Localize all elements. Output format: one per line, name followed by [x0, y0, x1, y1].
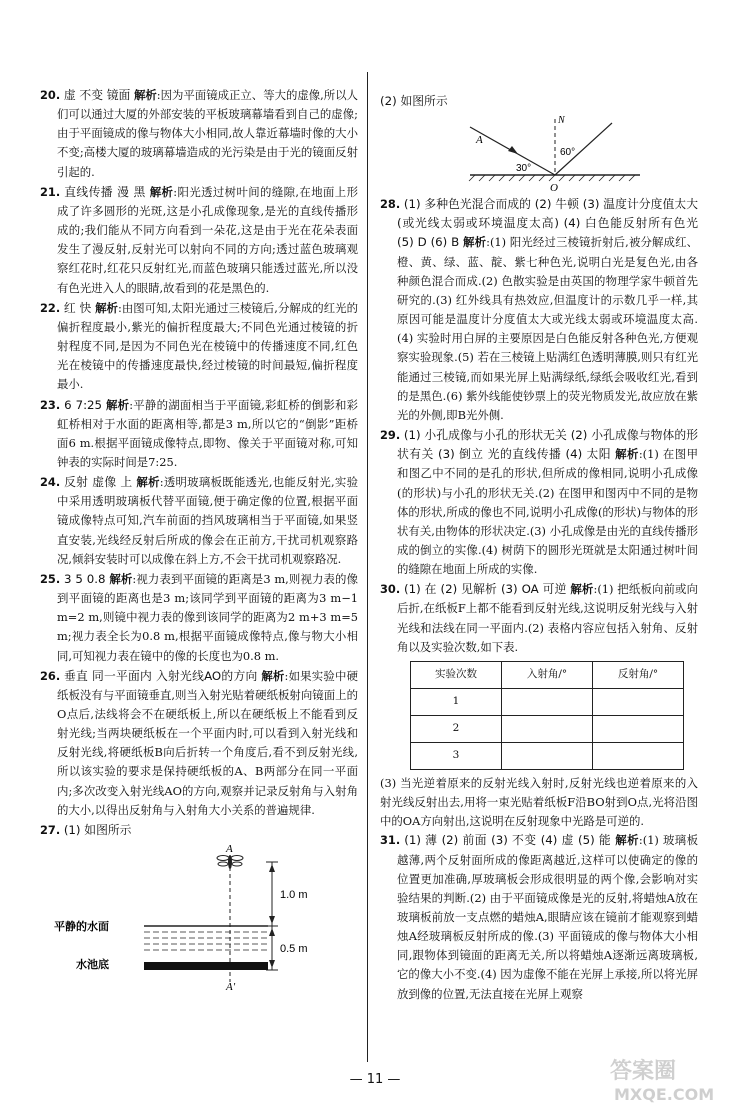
table-row — [411, 742, 684, 769]
label-a: A — [476, 134, 483, 147]
incident-arrow — [508, 146, 518, 154]
table-cell: 3 — [411, 742, 502, 769]
question-24: 24. 反射 虚像 上 解析:透明玻璃板既能透光,也能反射光,实验中采用透明玻璃板代替平面镜,便于确定像的位置,根据平面镜成像特点可知,汽车前面的挡风玻璃相当于平面镜,如果竖直安装,光线经反射后所成的像会在正前方,干扰司机观察路况,倾斜安装时可以成像在斜上方,不会干扰司机观察路况. — [40, 475, 358, 566]
arrow-head — [269, 916, 275, 924]
question-21: 21. 直线传播 漫 黑 解析:阳光透过树叶间的缝隙,在地面上形成了许多圆形的光斑,这是小孔成像现象,是光的直线传播形成的;我们能从不同方向看到一朵花,这是由于光在花朵表面发生了漫反射,反射光可以射向不同的方向;透过蓝色玻璃观察红花时,红花只反射红光,而蓝色玻璃只能透过蓝光,所以没有色光进入人的眼睛,故看到的花是黑色的. — [40, 184, 358, 295]
dragonfly-icon — [217, 855, 243, 869]
right-column — [380, 92, 698, 1005]
page-number: — 11 — — [349, 1072, 401, 1087]
label-n: N — [558, 115, 565, 127]
svg-text:MXQE.COM: MXQE.COM — [614, 1085, 715, 1104]
question-26: 26. 垂直 同一平面内 入射光线AO的方向 解析:如果实验中硬纸板没有与平面镜垂直,则当入射光贴着硬纸板射向镜面上的O点后,法线将会不在硬纸板上,所以在硬纸板上不能看到反射光线;当两块硬纸板在一个平面内时,可以看到入射光线和反射光线,将硬纸板B向后折转一个角度后,看不到反射光线,所以该实验的要求是保持硬纸板的A、B两部分在同一平面内;多次改变入射光线AO的方向,观察并记录反射角与入射角的大小,以得出反射角与入射角大小关系的普遍规律. — [40, 668, 358, 817]
table-header-row — [411, 661, 684, 688]
mirror-hatching — [469, 175, 635, 181]
point-a-prime-label: A′ — [226, 981, 236, 993]
question-29: 29. (1) 小孔成像与小孔的形状无关 (2) 小孔成像与物体的形状有关 (3) 倒立 光的直线传播 (4) 太阳 解析:(1) 在图甲和图乙中不同的是孔的形状,但所成的像相同,说明小孔成像(的形状)与小孔的形状无关.(2) 在图甲和图丙中不同的是物体的形状,所成的像也不同,说明小孔成像(的形状)与物体的形状有关,由物体的形状决定.(3) 小孔成像是由光的直线传播形成的倒立的实像.(4) 树荫下的圆形光斑就是太阳通过树叶间的缝隙在地面上所成的实像. — [380, 428, 699, 577]
distance-2-label: 0.5 m — [280, 943, 308, 956]
svg-text:答案圈: 答案圈 — [610, 1059, 677, 1084]
table-header: 入射角/° — [502, 661, 593, 688]
arrow-head — [269, 928, 275, 936]
figure-27-mirror-image — [40, 842, 340, 992]
figure-27-reflection — [380, 113, 680, 193]
angle-30: 30° — [516, 163, 532, 175]
table-header: 实验次数 — [411, 661, 502, 688]
left-column — [40, 86, 358, 994]
question-27-part-2: (2) 如图所示 — [380, 94, 448, 108]
angle-60: 60° — [560, 147, 576, 159]
question-30: 30. (1) 在 (2) 见解析 (3) OA 可逆 解析:(1) 把纸板向前或向后折,在纸板F上都不能看到反射光线,这说明反射光线与入射光线和法线在同一平面内.(2) 表格内容应包括入射角、反射角以及实验次数,如下表. — [380, 582, 699, 654]
water-surface-label: 平静的水面 — [54, 920, 109, 934]
question-28: 28. (1) 多种色光混合而成的 (2) 牛顿 (3) 温度计分度值太大(或光线太弱或环境温度太高) (4) 白色能反射所有色光 (5) D (6) B 解析:(1) 阳光经过三棱镜折射后,被分解成红、橙、黄、绿、蓝、靛、紫七种色光,说明白光是复色光,由各种颜色混合而成.(2) 色散实验是由英国的物理学家牛顿首先研究的.(3) 红外线具有热效应,但温度计的示数几乎一样,其原因可能是温度计分度值太大或光线太弱或环境温度太高.(4) 实验时用白屏的主要原因是白色能反射各种色光,方便观察实验现象.(5) 若在三棱镜上贴满红色透明薄膜,则只有红光能通过三棱镜,而如果光屏上贴满绿纸,绿纸会吸收红光,看到的是黑色.(6) 紫外线能使钞票上的荧光物质发光,故应放在紫光的外侧,即B光外侧. — [380, 197, 698, 422]
column-divider — [367, 72, 368, 1062]
question-20: 20. 虚 不变 镜面 解析:因为平面镜成正立、等大的虚像,所以人们可以通过大厦的外部安装的平板玻璃幕墙看到自己的虚像;由于平面镜成的像与物体大小相同,故人靠近幕墙时像的大小不变;高楼大厦的玻璃幕墙造成的光污染是由于光的镜面反射引起的. — [40, 88, 358, 179]
distance-1-label: 1.0 m — [280, 889, 308, 902]
arrow-head — [269, 960, 275, 968]
label-o: O — [550, 182, 558, 194]
table-row — [411, 688, 684, 715]
question-22: 22. 红 快 解析:由图可知,太阳光通过三棱镜后,分解成的红光的偏折程度最小,紫光的偏折程度最大;不同色光通过棱镜的折射程度不同,是因为不同色光在棱镜中的传播速度不同,红色光在棱镜中的传播速度最快,经过棱镜的时间最短,偏折程度最小. — [40, 300, 358, 392]
table-cell: 2 — [411, 715, 502, 742]
question-23: 23. 6 7:25 解析:平静的湖面相当于平面镜,彩虹桥的倒影和彩虹桥相对于水面的距离相等,都是3 m,所以它的“倒影”距桥面6 m.根据平面镜成像特点,即物、像关于平面镜对称,可知钟表的实际时间是7:25. — [40, 397, 359, 469]
question-27: 27. (1) 如图所示 — [40, 822, 132, 837]
question-30-part-3: (3) 当光逆着原来的反射光线入射时,反射光线也逆着原来的入射光线反射出去,用将一束光贴着纸板F沿BO射到O点,光将沿图中的OA方向射出,这说明在反射现象中光路是可逆的. — [380, 775, 698, 829]
pool-bottom — [144, 962, 268, 970]
table-header: 反射角/° — [593, 661, 684, 688]
watermark-logo — [606, 1048, 736, 1108]
arrow-head — [269, 864, 275, 872]
pool-bottom-label: 水池底 — [76, 958, 109, 972]
question-25: 25. 3 5 0.8 解析:视力表到平面镜的距离是3 m,则视力表的像到平面镜的距离也是3 m;该同学到平面镜的距离为3 m−1 m=2 m,则镜中视力表的像到该同学的距离为2 m+3 m=5 m;视力表全长为0.8 m,根据平面镜成像特点,像与物大小相同,可知视力表在镜中的像的长度也为0.8 m. — [40, 571, 358, 663]
table-row — [411, 715, 684, 742]
table-cell: 1 — [411, 688, 502, 715]
point-a-label: A — [226, 843, 233, 856]
experiment-table — [410, 661, 684, 770]
question-31: 31. (1) 薄 (2) 前面 (3) 不变 (4) 虚 (5) 能 解析:(1) 玻璃板越薄,两个反射面所成的像距离越近,这样可以使确定的像的位置更加准确,厚玻璃板会形成很明显的两个像,会影响对实验结果的判断.(2) 由于平面镜成像是光的反射,将蜡烛A放在玻璃板前放一支点燃的蜡烛A,眼睛应该在镜前才能观察到蜡烛A经玻璃板反射所成的像.(3) 平面镜成的像与物体大小相同,跟物体到镜面的距离无关,所以将蜡烛A逐渐远离玻璃板,它的像大小不变.(4) 因为虚像不能在光屏上承接,所以将光屏放到像的位置,无法直接在光屏上观察 — [380, 833, 698, 1001]
